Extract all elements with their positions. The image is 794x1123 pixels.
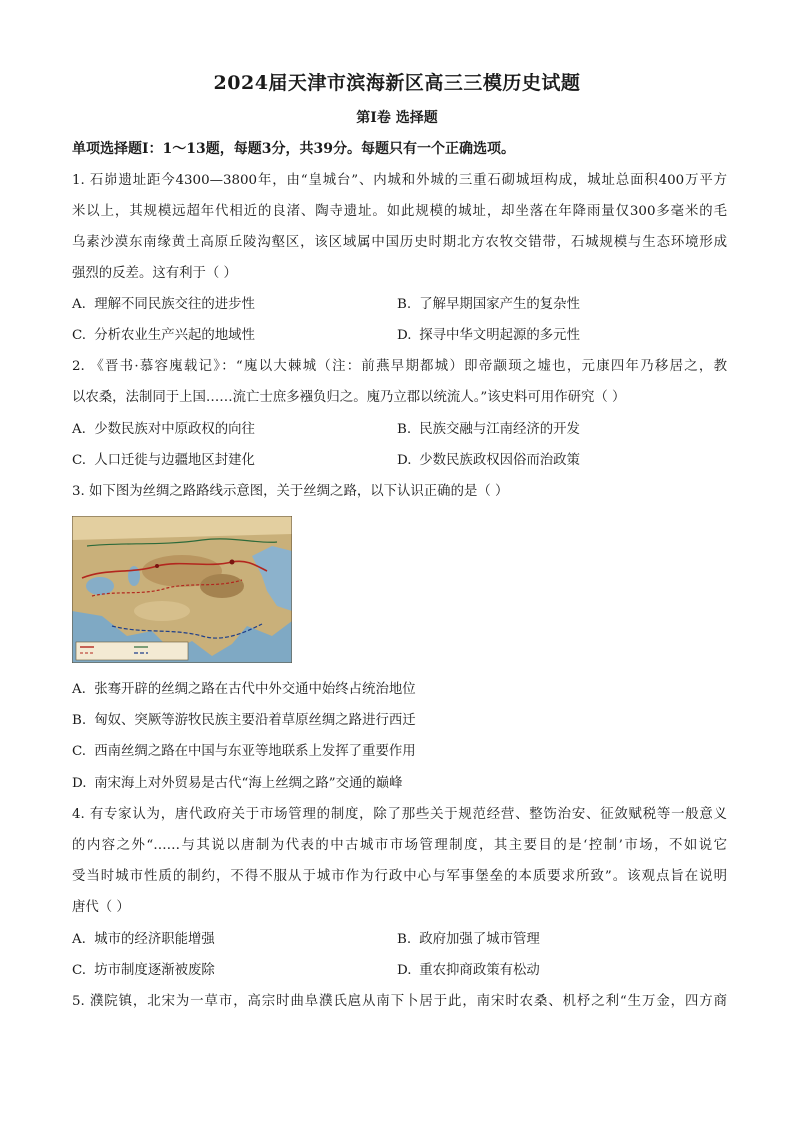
question-stem-line: 2. 《晋书·慕容廆载记》：“廆以大棘城（注：前燕早期都城）即帝颛顼之墟也，元康四年乃移居之，教 — [72, 359, 727, 374]
option-b[interactable] — [397, 420, 580, 440]
option-b[interactable] — [72, 711, 416, 731]
option-a[interactable] — [72, 295, 255, 315]
option-label: C. — [72, 744, 87, 759]
option-d[interactable] — [397, 451, 580, 471]
option-label: C. — [72, 328, 87, 343]
option-b[interactable] — [397, 930, 540, 950]
page-title: 2024届天津市滨海新区高三三模历史试题 — [213, 72, 581, 94]
option-text: 城市的经济职能增强 — [94, 932, 215, 947]
option-a[interactable] — [72, 930, 215, 950]
option-c[interactable] — [72, 326, 255, 346]
option-text: 探寻中华文明起源的多元性 — [419, 328, 580, 343]
option-text: 理解不同民族交往的进步性 — [94, 297, 255, 312]
option-label: A. — [72, 422, 86, 437]
question-stem-line: 乌素沙漠东南缘黄土高原丘陵沟壑区，该区域属中国历史时期北方农牧交错带，石城规模与生态环境形成 — [72, 235, 727, 250]
question-stem-line: 4. 有专家认为，唐代政府关于市场管理的制度，除了那些关于规范经营、整饬治安、征敛赋税等一般意义 — [72, 807, 727, 822]
silk-road-map-image — [72, 516, 292, 663]
question-stem-line: 强烈的反差。这有利于（ ） — [72, 266, 237, 281]
option-label: B. — [397, 297, 412, 312]
question-stem-line: 5. 濮院镇，北宋为一草市，高宗时曲阜濮氏扈从南下卜居于此，南宋时农桑、机杼之利“生万金，四方商 — [72, 994, 727, 1009]
question-stem-line: 米以上，其规模远超年代相近的良渚、陶寺遗址。如此规模的城址，却坐落在年降雨量仅300多毫米的毛 — [72, 204, 727, 219]
question-stem-line: 的内容之外“……与其说以唐制为代表的中古城市市场管理制度，其主要目的是‘控制’市场，不如说它 — [72, 838, 727, 853]
option-text: 人口迁徙与边疆地区封建化 — [94, 453, 255, 468]
option-c[interactable] — [72, 742, 416, 762]
option-text: 张骞开辟的丝绸之路在古代中外交通中始终占统治地位 — [94, 682, 416, 697]
option-label: D. — [397, 328, 412, 343]
option-label: D. — [397, 963, 412, 978]
option-a[interactable] — [72, 680, 416, 700]
option-c[interactable] — [72, 451, 255, 471]
option-label: C. — [72, 453, 87, 468]
question-stem-line: 以农桑，法制同于上国……流亡士庶多襁负归之。廆乃立郡以统流人。”该史料可用作研究（ ） — [72, 390, 626, 405]
option-text: 少数民族对中原政权的向往 — [94, 422, 255, 437]
option-label: B. — [397, 422, 412, 437]
option-label: A. — [72, 297, 86, 312]
question-stem-line: 3. 如下图为丝绸之路路线示意图，关于丝绸之路，以下认识正确的是（ ） — [72, 484, 509, 499]
option-label: B. — [397, 932, 412, 947]
option-c[interactable] — [72, 961, 215, 981]
option-text: 少数民族政权因俗而治政策 — [419, 453, 580, 468]
question-stem-line: 唐代（ ） — [72, 900, 130, 915]
option-label: A. — [72, 682, 86, 697]
option-d[interactable] — [397, 961, 540, 981]
option-text: 坊市制度逐渐被废除 — [94, 963, 215, 978]
option-d[interactable] — [72, 774, 403, 794]
option-text: 重农抑商政策有松动 — [419, 963, 540, 978]
option-text: 南宋海上对外贸易是古代“海上丝绸之路”交通的巅峰 — [94, 776, 403, 791]
option-text: 匈奴、突厥等游牧民族主要沿着草原丝绸之路进行西迁 — [94, 713, 416, 728]
question-stem-line: 1. 石峁遗址距今4300—3800年，由“皇城台”、内城和外城的三重石砌城垣构成，城址总面积400万平方 — [72, 173, 727, 188]
option-label: B. — [72, 713, 87, 728]
question-stem-line: 受当时城市性质的制约，不得不服从于城市作为行政中心与军事堡垒的本质要求所致”。该观点旨在说明 — [72, 869, 727, 884]
option-text: 了解早期国家产生的复杂性 — [419, 297, 580, 312]
section-instructions: 单项选择题Ⅰ：1～13题，每题3分，共39分。每题只有一个正确选项。 — [72, 141, 515, 157]
option-label: C. — [72, 963, 87, 978]
option-label: D. — [72, 776, 87, 791]
option-text: 分析农业生产兴起的地域性 — [94, 328, 255, 343]
option-label: A. — [72, 932, 86, 947]
paper-section-title: 第Ⅰ卷 选择题 — [356, 110, 438, 126]
option-text: 西南丝绸之路在中国与东亚等地联系上发挥了重要作用 — [94, 744, 416, 759]
option-label: D. — [397, 453, 412, 468]
option-text: 政府加强了城市管理 — [419, 932, 540, 947]
option-b[interactable] — [397, 295, 580, 315]
option-d[interactable] — [397, 326, 580, 346]
option-a[interactable] — [72, 420, 255, 440]
option-text: 民族交融与江南经济的开发 — [419, 422, 580, 437]
